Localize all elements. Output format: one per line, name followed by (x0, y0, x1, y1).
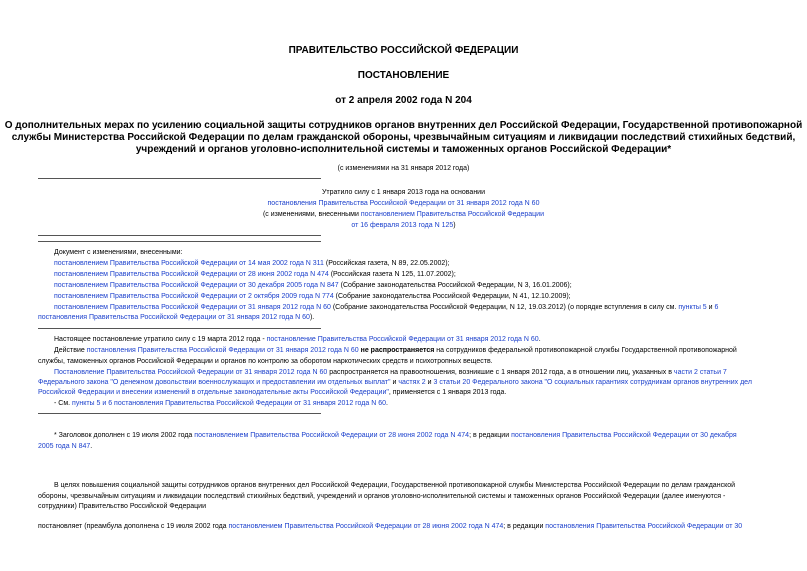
note-text: , применяется с 1 января 2013 года. (388, 389, 507, 396)
body-paragraph-line (38, 522, 742, 532)
note-text: на сотрудников федеральной противопожарной службы Государственной противопожарной (434, 347, 737, 354)
note-text: Действие (54, 347, 87, 354)
divider (38, 413, 321, 414)
expired-basis-link[interactable]: постановления Правительства Российской Федерации от 31 января 2012 года N 60 (267, 200, 540, 207)
list-item (54, 259, 450, 269)
note-text: и (390, 379, 399, 386)
expired-link-line (0, 199, 807, 209)
note-link[interactable]: 3 статьи 20 Федерального закона "О социальных гарантиях сотрудникам органов внутренних дел (433, 379, 752, 386)
note-line (54, 346, 737, 356)
note-link[interactable]: Федерального закона "О денежном довольствии военнослужащих и предоставлении им отдельных выплат" (38, 379, 391, 386)
expired-changes-line (0, 210, 807, 220)
body-paragraph-line: В целях повышения социальной защиты сотрудников органов внутренних дел Российской Федерации, Государственной противопожарной службы Министерства Российской Федерации по делам гражданской (54, 482, 736, 489)
punctuation: . (90, 443, 93, 450)
body-paragraph-line: обороны, чрезвычайным ситуациям и ликвидации последствий стихийных бедствий, учреждений и органов уголовно-исполнительной системы и таможенных органов Российской Федерации (далее именуются - (38, 493, 726, 500)
divider (38, 328, 321, 329)
amendment-source: (Российская газета, N 89, 22.05.2002); (323, 260, 450, 267)
note-text: - См. (54, 400, 73, 407)
footnote-link[interactable]: постановления Правительства Российской Федерации от 30 декабря (511, 432, 737, 439)
footnote-line (54, 431, 737, 441)
list-item (54, 303, 766, 313)
list-item (54, 270, 456, 280)
punctuation: . (538, 336, 541, 343)
list-item-continuation (38, 313, 314, 323)
government-header: ПРАВИТЕЛЬСТВО РОССИЙСКОЙ ФЕДЕРАЦИИ (288, 45, 519, 56)
clause-link[interactable]: 6 (714, 304, 719, 311)
punctuation: . (386, 400, 388, 407)
note-line (54, 399, 388, 409)
document-type: ПОСТАНОВЛЕНИЕ (357, 70, 450, 81)
amendment-source: (Собрание законодательства Российской Федерации, N 3, 16.01.2006); (338, 282, 572, 289)
note-link[interactable]: пункты 5 и 6 постановления Правительства Российской Федерации от 31 января 2012 года N 60 (72, 400, 387, 407)
note-link[interactable]: постановления Правительства Российской Федерации от 31 января 2012 года N 60 (86, 347, 359, 354)
body-link[interactable]: постановлением Правительства Российской Федерации от 28 июня 2002 года N 474 (228, 523, 504, 530)
amendment-link[interactable]: постановлением Правительства Российской Федерации от 31 января 2012 года N 60 (54, 304, 331, 311)
amendment-source: (Собрание законодательства Российской Федерации, N 12, 19.03.2012) (о порядке вступления в силу см. (330, 304, 677, 311)
footnote-link[interactable]: 2005 года N 847 (38, 443, 91, 450)
footnote-text: ; в редакции (469, 432, 512, 439)
list-item (54, 281, 572, 291)
clause-link[interactable]: пункты 5 (678, 304, 707, 311)
footnote-line (38, 442, 92, 452)
divider (38, 241, 321, 242)
expired-changes-link-date[interactable]: от 16 февраля 2013 года N 125 (351, 222, 454, 229)
note-link[interactable]: Постановление Правительства Российской Федерации от 31 января 2012 года N 60 (54, 369, 328, 376)
divider (38, 235, 321, 236)
list-item (54, 292, 571, 302)
note-emphasis: не распространяется (358, 347, 435, 354)
amendment-link[interactable]: постановлением Правительства Российской Федерации от 28 июня 2002 года N 474 (54, 271, 329, 278)
conjunction: и (706, 304, 715, 311)
document-date-number: от 2 апреля 2002 года N 204 (335, 95, 472, 106)
note-link[interactable]: части 2 статьи 7 (673, 369, 727, 376)
document-title-line-3: учреждений и органов уголовно-исполнительной системы и таможенных органов Российской Федерации* (135, 144, 672, 155)
footnote-link[interactable]: постановлением Правительства Российской Федерации от 28 июня 2002 года N 474 (194, 432, 470, 439)
amendment-link[interactable]: постановления Правительства Российской Федерации от 31 января 2012 года N 60 (38, 314, 310, 321)
note-line: службы, таможенных органов Российской Федерации и органов по контролю за оборотом наркотических средств и психотропных веществ. (38, 358, 493, 365)
note-line (38, 388, 506, 398)
expired-line: Утратило силу с 1 января 2013 года на основании (321, 189, 486, 196)
expired-changes-line-2 (0, 221, 807, 231)
expired-changes-close: ) (453, 222, 456, 229)
changes-note: (с изменениями на 31 января 2012 года) (337, 165, 470, 172)
note-line (54, 368, 727, 378)
amendment-link[interactable]: постановлением Правительства Российской Федерации от 2 октября 2009 года N 774 (54, 293, 334, 300)
body-text: ; в редакции (503, 523, 546, 530)
document-title-line-2: службы Министерства Российской Федерации по делам гражданской обороны, чрезвычайным ситуациям и ликвидации последствий стихийных бедствий, (11, 132, 796, 143)
body-link[interactable]: постановления Правительства Российской Федерации от 30 (545, 523, 743, 530)
note-text: и (425, 379, 434, 386)
body-text: постановляет (преамбула дополнена с 19 июля 2002 года (38, 523, 229, 530)
expired-changes-link[interactable]: постановлением Правительства Российской Федерации (360, 211, 545, 218)
punctuation: ). (309, 314, 315, 321)
note-link[interactable]: Российской Федерации и внесении изменений в отдельные законодательные акты Российской Федерации" (38, 389, 389, 396)
amendments-intro: Документ с изменениями, внесенными: (54, 249, 183, 256)
expired-changes-text: (с изменениями, внесенными (262, 211, 361, 218)
note-line (38, 378, 752, 388)
amendment-source: (Собрание законодательства Российской Федерации, N 41, 12.10.2009); (333, 293, 571, 300)
amendment-link[interactable]: постановлением Правительства Российской Федерации от 14 мая 2002 года N 311 (54, 260, 324, 267)
divider (38, 178, 321, 179)
amendment-source: (Российская газета N 125, 11.07.2002); (328, 271, 456, 278)
footnote-text: * Заголовок дополнен с 19 июля 2002 года (54, 432, 195, 439)
document-title-line-1: О дополнительных мерах по усилению социальной защиты сотрудников органов внутренних дел Российской Федерации, Государственной противопожарной (4, 120, 803, 131)
note-text: распространяется на правоотношения, возникшие с 1 января 2012 года, а в отношении лиц, указанных в (327, 369, 674, 376)
note-link[interactable]: частях 2 (398, 379, 426, 386)
note-link[interactable]: постановление Правительства Российской Федерации от 31 января 2012 года N 60 (266, 336, 539, 343)
amendment-link[interactable]: постановлением Правительства Российской Федерации от 30 декабря 2005 года N 847 (54, 282, 339, 289)
note-text: Настоящее постановление утратило силу с 19 марта 2012 года - (54, 336, 267, 343)
note-line (54, 335, 541, 345)
body-paragraph-line: сотрудники) Правительство Российской Федерации (38, 503, 206, 510)
